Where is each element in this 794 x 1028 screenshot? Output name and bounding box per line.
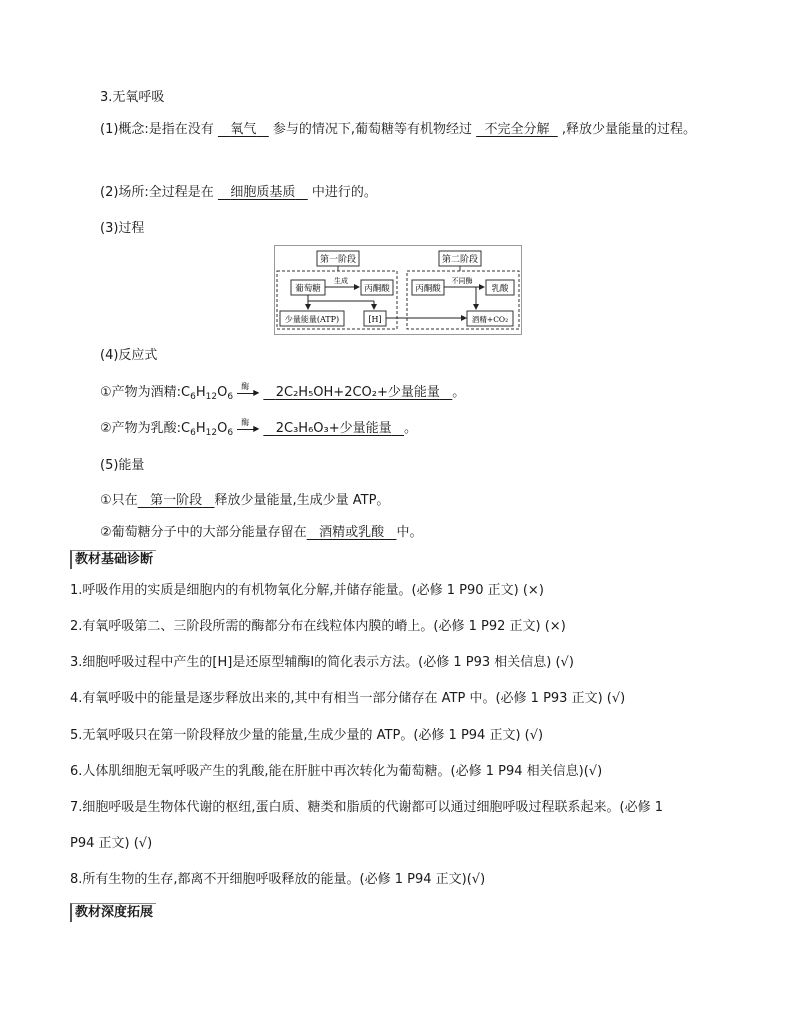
process-label: (3)过程 [100, 221, 145, 236]
eq2-prefix: ②产物为乳酸:C [100, 421, 191, 436]
energy-line-2 [100, 524, 423, 542]
stage2-label: 第二阶段 [441, 255, 479, 265]
diagnosis-item: 3.细胞呼吸过程中产生的[H]是还原型辅酶Ⅰ的简化表示方法。(必修 1 P93 相关信息) (√) [70, 655, 574, 670]
equation-label: (4)反应式 [100, 348, 158, 363]
anaerobic-process-diagram [274, 245, 522, 335]
pyruvate-label-2: 丙酮酸 [415, 284, 441, 294]
enzyme-label: 不同酶 [451, 277, 473, 285]
place-suffix: 中进行的。 [311, 185, 377, 200]
enzyme-arrow-icon: 酶 ▶ [237, 384, 259, 398]
atp-label: 少量能量(ATP) [284, 315, 340, 324]
concept-line [100, 121, 696, 139]
diagnosis-item: 8.所有生物的生存,都离不开细胞呼吸释放的能量。(必修 1 P94 正文)(√) [70, 872, 486, 887]
equation-lactic: ②产物为乳酸$:C_6H_{12}O_6$ 酶 ▶ 2C₃H₆O₃+少量能量 。 [100, 418, 418, 438]
concept-blank-decompose: 不完全分解 [484, 122, 550, 137]
diagnosis-tag: 教材基础诊断 [70, 550, 156, 569]
extension-tag: 教材深度拓展 [70, 903, 156, 922]
diagnosis-item: 6.人体肌细胞无氧呼吸产生的乳酸,能在肝脏中再次转化为葡萄糖。(必修 1 P94 相关信息)(√) [70, 764, 603, 779]
energy2-blank: 酒精或乳酸 [319, 525, 385, 540]
diagnosis-item: 4.有氧呼吸中的能量是逐步释放出来的,其中有相当一部分储存在 ATP 中。(必修 1 P93 正文) (√) [70, 691, 626, 706]
enzyme-arrow-icon: 酶 ▶ [237, 420, 259, 434]
diagnosis-item: 2.有氧呼吸第二、三阶段所需的酶都分布在线粒体内膜的嵴上。(必修 1 P92 正文) (×) [70, 619, 566, 634]
eq2-suffix: 。 [404, 421, 418, 436]
concept-suffix: ,释放少量能量的过程。 [561, 122, 697, 137]
eq1-suffix: 。 [452, 385, 466, 400]
pyruvate-label-1: 丙酮酸 [364, 284, 390, 294]
place-blank: 细胞质基质 [230, 185, 296, 200]
diagnosis-item: 5.无氧呼吸只在第一阶段释放少量的能量,生成少量的 ATP。(必修 1 P94 正文) (√) [70, 728, 544, 743]
generate-label: 生成 [334, 277, 348, 285]
eq2-blank: 2C₃H₆O₃+少量能量 [275, 421, 392, 436]
eq1-blank: 2C₂H₅OH+2CO₂+少量能量 [275, 385, 440, 400]
energy1-blank: 第一阶段 [150, 493, 203, 508]
glucose-label: 葡萄糖 [295, 284, 321, 294]
energy1-suffix: 释放少量能量,生成少量 ATP。 [214, 493, 390, 508]
energy-line-1 [100, 492, 389, 510]
equation-alcohol: ①产物为酒精$:C_6H_{12}O_6$ 酶 ▶ 2C₂H₅OH+2CO₂+少量能量 。 [100, 382, 466, 402]
diagnosis-item: P94 正文) (√) [70, 836, 153, 851]
place-line [100, 184, 377, 202]
alcohol-label: 酒精+CO₂ [471, 315, 509, 324]
place-prefix: (2)场所:全过程是在 [100, 185, 214, 200]
diagnosis-item: 7.细胞呼吸是生物体代谢的枢纽,蛋白质、糖类和脂质的代谢都可以通过细胞呼吸过程联系起来。(必修 1 [70, 800, 664, 815]
h-label: [H] [368, 315, 382, 324]
energy-label: (5)能量 [100, 458, 145, 473]
concept-mid: 参与的情况下,葡萄糖等有机物经过 [272, 122, 473, 137]
lactic-label: 乳酸 [491, 284, 509, 294]
concept-blank-oxygen: 氧气 [230, 122, 257, 137]
section-title: 3.无氧呼吸 [100, 90, 165, 105]
concept-prefix: (1)概念:是指在没有 [100, 122, 214, 137]
energy2-suffix: 中。 [396, 525, 423, 540]
diagnosis-item: 1.呼吸作用的实质是细胞内的有机物氧化分解,并储存能量。(必修 1 P90 正文) (×) [70, 583, 544, 598]
energy2-prefix: ②葡萄糖分子中的大部分能量存留在 [100, 525, 307, 540]
stage1-label: 第一阶段 [319, 255, 357, 265]
eq1-prefix: ①产物为酒精:C [100, 385, 191, 400]
energy1-prefix: ①只在 [100, 493, 138, 508]
